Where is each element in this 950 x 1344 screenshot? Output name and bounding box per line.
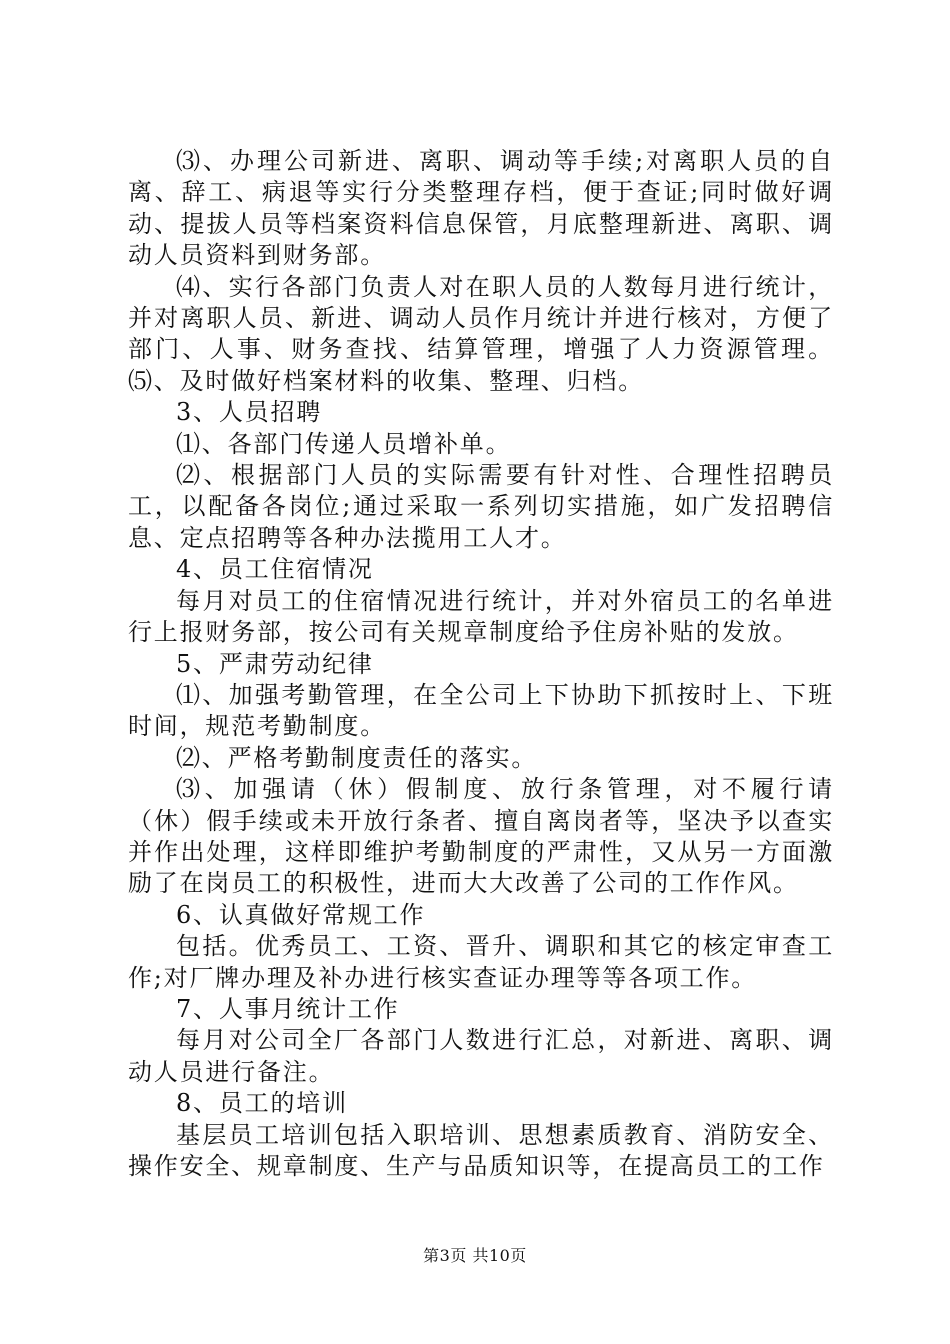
section-heading: 3、人员招聘 — [176, 398, 323, 427]
paragraph: ⑴、加强考勤管理，在全公司上下协助下抓按时上、下班时间，规范考勤制度。 — [128, 680, 834, 741]
paragraph: ⑷、实行各部门负责人对在职人员的人数每月进行统计，并对离职人员、新进、调动人员作月统计并进行核对，方便了部门、人事、财务查找、结算管理，增强了人力资源管理。⑸、及时做好档案材料的收集、整理、归档。 — [128, 272, 834, 395]
page-footer: 第3页 共10页 — [423, 1246, 527, 1265]
section-heading: 7、人事月统计工作 — [176, 994, 400, 1023]
section-heading: 5、严肃劳动纪律 — [176, 649, 374, 678]
paragraph: ⑶、加强请（休）假制度、放行条管理，对不履行请（休）假手续或未开放行条者、擅自离岗者等，坚决予以查实并作出处理，这样即维护考勤制度的严肃性，又从另一方面激励了在岗员工的积极性，进而大大改善了公司的工作作风。 — [128, 775, 834, 898]
section-heading: 6、认真做好常规工作 — [176, 900, 426, 929]
paragraph: ⑶、办理公司新进、离职、调动等手续;对离职人员的自离、辞工、病退等实行分类整理存档，便于查证;同时做好调动、提拔人员等档案资料信息保管，月底整理新进、离职、调动人员资料到财务部。 — [128, 147, 834, 270]
paragraph: ⑵、根据部门人员的实际需要有针对性、合理性招聘员工，以配备各岗位;通过采取一系列切实措施，如广发招聘信息、定点招聘等各种办法揽用工人才。 — [128, 461, 834, 552]
paragraph: 包括。优秀员工、工资、晋升、调职和其它的核定审查工作;对厂牌办理及补办进行核实查证办理等等各项工作。 — [128, 932, 834, 992]
paragraph: 基层员工培训包括入职培训、思想素质教育、消防安全、操作安全、规章制度、生产与品质知识等，在提高员工的工作 — [128, 1120, 834, 1180]
paragraph: ⑴、各部门传递人员增补单。 — [176, 429, 512, 458]
paragraph: ⑵、严格考勤制度责任的落实。 — [176, 743, 538, 772]
document-body — [128, 146, 834, 1182]
paragraph: 每月对公司全厂各部门人数进行汇总，对新进、离职、调动人员进行备注。 — [128, 1026, 834, 1086]
section-heading: 8、员工的培训 — [176, 1089, 348, 1118]
paragraph: 每月对员工的住宿情况进行统计，并对外宿员工的名单进行上报财务部，按公司有关规章制度给予住房补贴的发放。 — [128, 586, 834, 647]
section-heading: 4、员工住宿情况 — [176, 555, 374, 584]
